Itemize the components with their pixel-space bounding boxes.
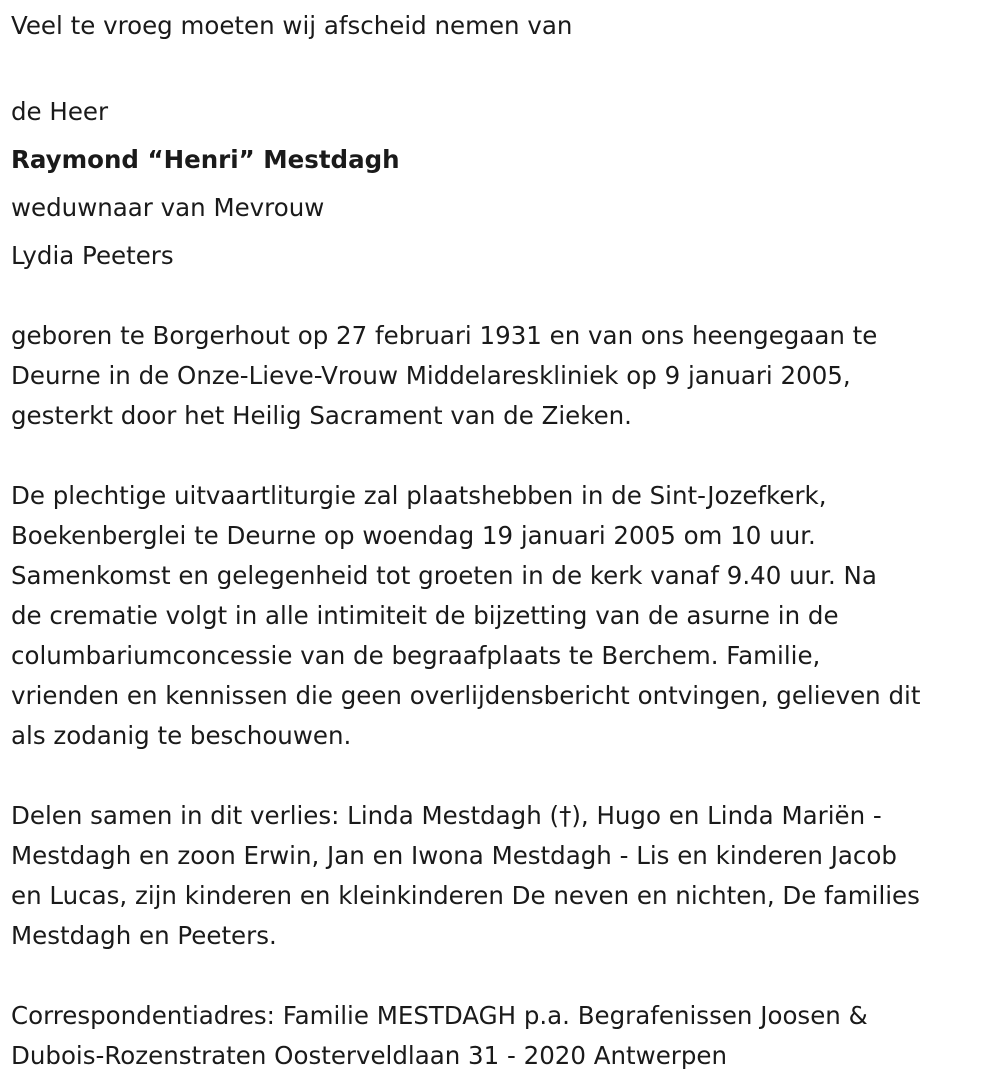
- address-line: Dubois-Rozenstraten Oosterveldlaan 31 - 2020 Antwerpen: [11, 1041, 728, 1070]
- funeral-paragraph: [11, 476, 993, 756]
- family-line: Delen samen in dit verlies: Linda Mestdagh (†), Hugo en Linda Mariën -: [11, 801, 882, 830]
- funeral-line: de crematie volgt in alle intimiteit de bijzetting van de asurne in de: [11, 601, 839, 630]
- intro-line: Veel te vroeg moeten wij afscheid nemen van: [11, 11, 573, 40]
- family-paragraph: [11, 796, 993, 956]
- address-line: Correspondentiadres: Familie MESTDAGH p.a. Begrafenissen Joosen &: [11, 1001, 868, 1030]
- obituary-document: [11, 0, 993, 1076]
- widower-line: weduwnaar van Mevrouw: [11, 193, 325, 222]
- birth-paragraph: [11, 316, 993, 436]
- funeral-line: Boekenberglei te Deurne op woendag 19 januari 2005 om 10 uur.: [11, 521, 816, 550]
- family-line: Mestdagh en Peeters.: [11, 921, 277, 950]
- birth-line: gesterkt door het Heilig Sacrament van de Zieken.: [11, 401, 632, 430]
- birth-line: geboren te Borgerhout op 27 februari 1931 en van ons heengegaan te: [11, 321, 878, 350]
- address-paragraph: [11, 996, 993, 1076]
- birth-line: Deurne in de Onze-Lieve-Vrouw Middelareskliniek op 9 januari 2005,: [11, 361, 851, 390]
- deceased-name: Raymond “Henri” Mestdagh: [11, 145, 400, 174]
- funeral-line: De plechtige uitvaartliturgie zal plaatshebben in de Sint-Jozefkerk,: [11, 481, 827, 510]
- title-prefix: de Heer: [11, 97, 109, 126]
- spouse-name: Lydia Peeters: [11, 241, 174, 270]
- funeral-line: Samenkomst en gelegenheid tot groeten in de kerk vanaf 9.40 uur. Na: [11, 561, 877, 590]
- funeral-line: vrienden en kennissen die geen overlijdensbericht ontvingen, gelieven dit: [11, 681, 921, 710]
- funeral-line: columbariumconcessie van de begraafplaats te Berchem. Familie,: [11, 641, 821, 670]
- funeral-line: als zodanig te beschouwen.: [11, 721, 352, 750]
- family-line: en Lucas, zijn kinderen en kleinkinderen De neven en nichten, De families: [11, 881, 920, 910]
- family-line: Mestdagh en zoon Erwin, Jan en Iwona Mestdagh - Lis en kinderen Jacob: [11, 841, 897, 870]
